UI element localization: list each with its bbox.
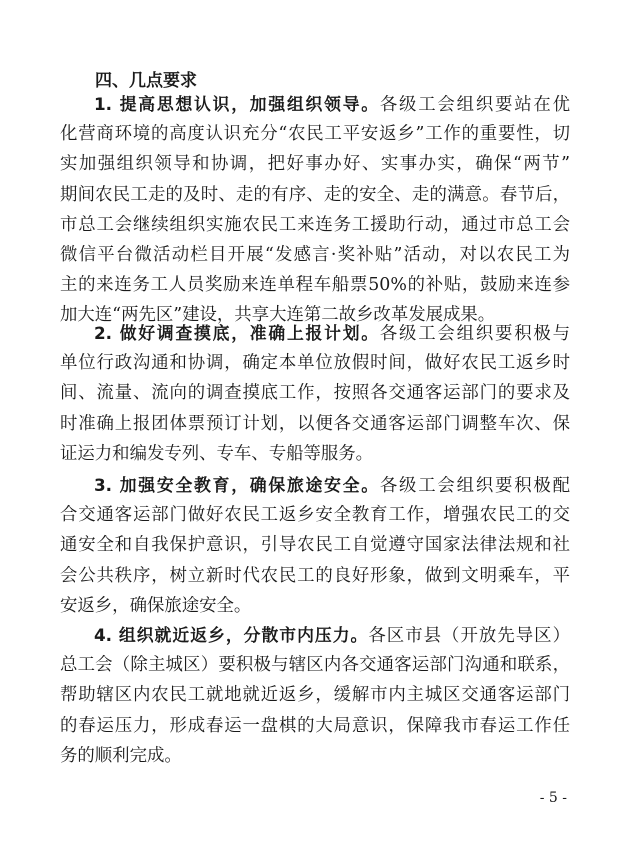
paragraph-line: 帮助辖区内农民工就地就近返乡，缓解市内主城区交通客运部门 [60,685,570,706]
paragraph-line: 总工会（除主城区）要积极与辖区内各交通客运部门沟通和联系， [60,655,570,676]
paragraph-line: 的春运压力，形成春运一盘棋的大局意识，保障我市春运工作任 [60,715,570,736]
paragraph-line: 实加强组织领导和协调，把好事办好、实事办实，确保“两节” [60,154,570,175]
paragraph-line: 间、流量、流向的调查摸底工作，按照各交通客运部门的要求及 [60,383,570,404]
paragraph-line [60,89,570,119]
paragraph-line: 主的来连务工人员奖励来连单程车船票50%的补贴，鼓励来连参 [60,275,570,296]
paragraph-line: 单位行政沟通和协调，确定本单位放假时间，做好农民工返乡时 [60,353,570,374]
requirement-lead: 1. 提高思想认识，加强组织领导。 [94,94,380,114]
paragraph-line: 务的顺利完成。 [60,745,182,766]
paragraph-line: 合交通客运部门做好农民工返乡安全教育工作，增强农民工的交 [60,505,570,526]
paragraph-line [60,620,570,650]
paragraph-line: 化营商环境的高度认识充分“农民工平安返乡”工作的重要性，切 [60,124,570,145]
requirement-paragraph-1 [60,89,570,331]
line-text: 各级工会组织要站在优 [379,95,570,115]
requirement-paragraph-3 [60,470,570,621]
requirement-lead: 3. 加强安全教育，确保旅途安全。 [94,475,380,495]
paragraph-line: 微信平台微活动栏目开展“发感言·奖补贴”活动，对以农民工为 [60,244,570,265]
paragraph-line [60,318,570,348]
paragraph-line: 会公共秩序，树立新时代农民工的良好形象，做到文明乘车，平 [60,565,570,586]
line-text: 各级工会组织要积极配 [379,476,570,496]
paragraph-line: 市总工会继续组织实施农民工来连务工援助行动，通过市总工会 [60,214,570,235]
paragraph-line: 期间农民工走的及时、走的有序、走的安全、走的满意。春节后， [60,184,570,205]
page-number: - 5 - [539,790,567,806]
requirement-lead: 2. 做好调查摸底，准确上报计划。 [94,323,380,343]
paragraph-line [60,470,570,500]
paragraph-line: 时准确上报团体票预订计划，以便各交通客运部门调整车次、保 [60,413,570,434]
section-heading: 四、几点要求 [95,71,197,91]
requirement-paragraph-4 [60,620,570,771]
paragraph-line: 加大连“两先区”建设，共享大连第二故乡改革发展成果。 [60,305,496,326]
paragraph-line: 通安全和自我保护意识，引导农民工自觉遵守国家法律法规和社 [60,535,570,556]
requirement-paragraph-2 [60,318,570,469]
line-text: 各区市县（开放先导区） [368,626,570,646]
line-text: 各级工会组织要积极与 [379,324,570,344]
paragraph-line: 证运力和编发专列、专车、专船等服务。 [60,443,374,464]
requirement-lead: 4. 组织就近返乡，分散市内压力。 [94,625,369,645]
paragraph-line: 安返乡，确保旅途安全。 [60,595,252,616]
